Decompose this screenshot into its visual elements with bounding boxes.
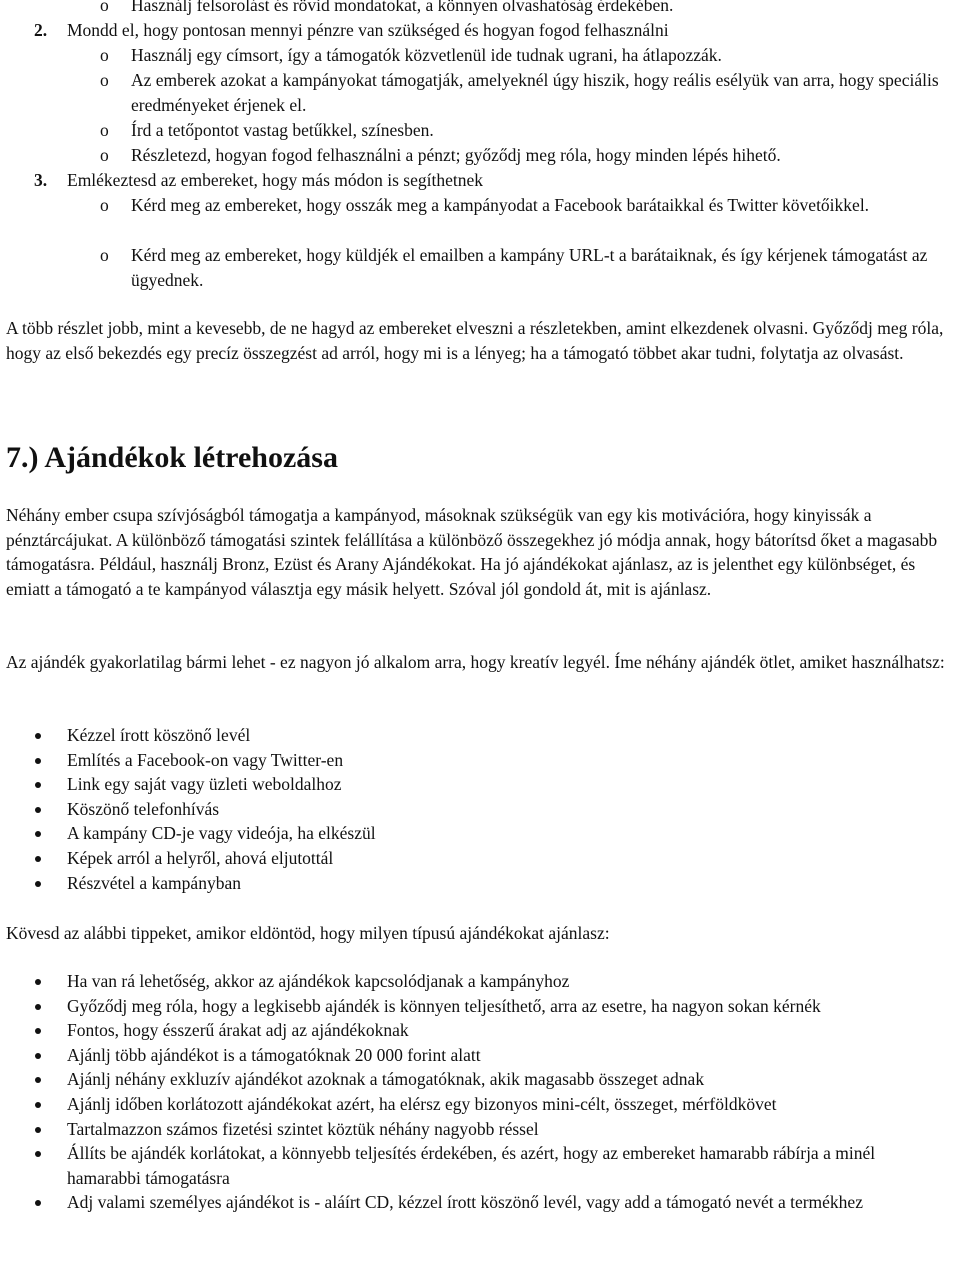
list-item: Tartalmazzon számos fizetési szintet köztük néhány nagyobb réssel [0,1117,960,1142]
gift-ideas-list [0,723,960,895]
circle-bullet-icon: o [100,245,109,265]
list-item: Köszönő telefonhívás [0,797,960,822]
sub-list-item-text: Használj egy címsort, így a támogatók közvetlenül ide tudnak ugrani, ha átlapozzák. [131,45,722,65]
bullet-icon [35,1077,41,1083]
bullet-icon [35,758,41,764]
list-item: Ajánlj időben korlátozott ajándékokat azért, ha elérsz egy bizonyos mini-célt, összeget, mérföldkövet [0,1092,960,1117]
list-item: Ha van rá lehetőség, akkor az ajándékok kapcsolódjanak a kampányhoz [0,969,960,994]
sub-list-item-text: Kérd meg az embereket, hogy osszák meg a kampányodat a Facebook barátaikkal és Twitter követőikkel. [131,195,870,215]
body-paragraph: Kövesd az alábbi tippeket, amikor eldöntöd, hogy milyen típusú ajándékokat ajánlasz: [6,923,610,943]
list-item: Adj valami személyes ajándékot is - aláírt CD, kézzel írott köszönő levél, vagy add a támogató nevét a termékhez [0,1190,960,1215]
list-item: Győződj meg róla, hogy a legkisebb ajándék is könnyen teljesíthető, arra az esetre, ha nagyon sokan kérnék [0,994,960,1019]
list-item: Ajánlj több ajándékot is a támogatóknak 20 000 forint alatt [0,1043,960,1068]
list-item: Képek arról a helyről, ahová eljutottál [0,846,960,871]
list-item: Link egy saját vagy üzleti weboldalhoz [0,772,960,797]
list-item: A kampány CD-je vagy videója, ha elkészül [0,821,960,846]
sub-list-item-text: Részletezd, hogyan fogod felhasználni a pénzt; győződj meg róla, hogy minden lépés hihető. [131,145,781,165]
body-paragraph: Az ajándék gyakorlatilag bármi lehet - ez nagyon jó alkalom arra, hogy kreatív legyél. Íme néhány ajándék ötlet, amiket használhatsz: [6,652,945,672]
sub-list-item-text: Az emberek azokat a kampányokat támogatják, amelyeknél úgy hiszik, hogy reális esélyük van arra, hogy speciális eredményeket érjenek el. [131,70,939,115]
body-paragraph: Néhány ember csupa szívjóságból támogatja a kampányod, másoknak szükségük van egy kis motivációra, hogy kinyissák a pénztárcájukat. A különböző támogatási szintek felállítása a különböző összegekhez jó módja annak, hogy bátorítsd őket a magasabb támogatásra. Például, használj Bronz, Ezüst és Arany Ajándékokat. Ha jó ajándékokat ajánlasz, az is jelenthet egy különbséget, és emiatt a támogató a te kampányod választja egy másik helyett. Szóval jól gondold át, mit is ajánlasz. [6,505,938,599]
bullet-icon [35,733,41,739]
sub-list-item-text: Kérd meg az embereket, hogy küldjék el emailben a kampány URL-t a barátaiknak, és így kérjenek támogatást az ügyednek. [131,245,928,290]
list-item: Részvétel a kampányban [0,871,960,896]
circle-bullet-icon: o [100,0,109,15]
bullet-icon [35,1004,41,1010]
bullet-icon [35,1028,41,1034]
bullet-icon [35,1053,41,1059]
circle-bullet-icon: o [100,145,109,165]
bullet-icon [35,1127,41,1133]
bullet-icon [35,1102,41,1108]
list-item: Állíts be ajándék korlátokat, a könnyebb teljesítés érdekében, és azért, hogy az embereket hamarabb rábírja a minél hamarabbi támogatásra [0,1141,960,1190]
circle-bullet-icon: o [100,120,109,140]
bullet-icon [35,1151,41,1157]
bullet-icon [35,979,41,985]
numbered-item-text: Emlékeztesd az embereket, hogy más módon is segíthetnek [67,170,483,190]
section-heading: 7.) Ajándékok létrehozása [6,441,338,474]
item-number: 2. [34,20,48,40]
sub-list-item-text: Használj felsorolást és rövid mondatokat, a könnyen olvashatóság érdekében. [131,0,674,15]
tips-list [0,969,960,1215]
numbered-item-text: Mondd el, hogy pontosan mennyi pénzre van szükséged és hogyan fogod felhasználni [67,20,669,40]
circle-bullet-icon: o [100,195,109,215]
bullet-icon [35,1200,41,1206]
list-item: Említés a Facebook-on vagy Twitter-en [0,748,960,773]
bullet-icon [35,831,41,837]
bullet-icon [35,807,41,813]
circle-bullet-icon: o [100,70,109,90]
bullet-icon [35,881,41,887]
bullet-icon [35,856,41,862]
list-item: Ajánlj néhány exkluzív ajándékot azoknak a támogatóknak, akik magasabb összeget adnak [0,1067,960,1092]
list-item: Kézzel írott köszönő levél [0,723,960,748]
bullet-icon [35,782,41,788]
body-paragraph: A több részlet jobb, mint a kevesebb, de ne hagyd az embereket elveszni a részletekben, amint elkezdenek olvasni. Győződj meg róla, hogy az első bekezdés egy precíz összegzést ad arról, hogy mi is a lényeg; ha a támogató többet akar tudni, folytatja az olvasást. [6,318,944,363]
circle-bullet-icon: o [100,45,109,65]
sub-list-item-text: Írd a tetőpontot vastag betűkkel, színesben. [131,120,434,140]
item-number: 3. [34,170,48,190]
list-item: Fontos, hogy ésszerű árakat adj az ajándékoknak [0,1018,960,1043]
